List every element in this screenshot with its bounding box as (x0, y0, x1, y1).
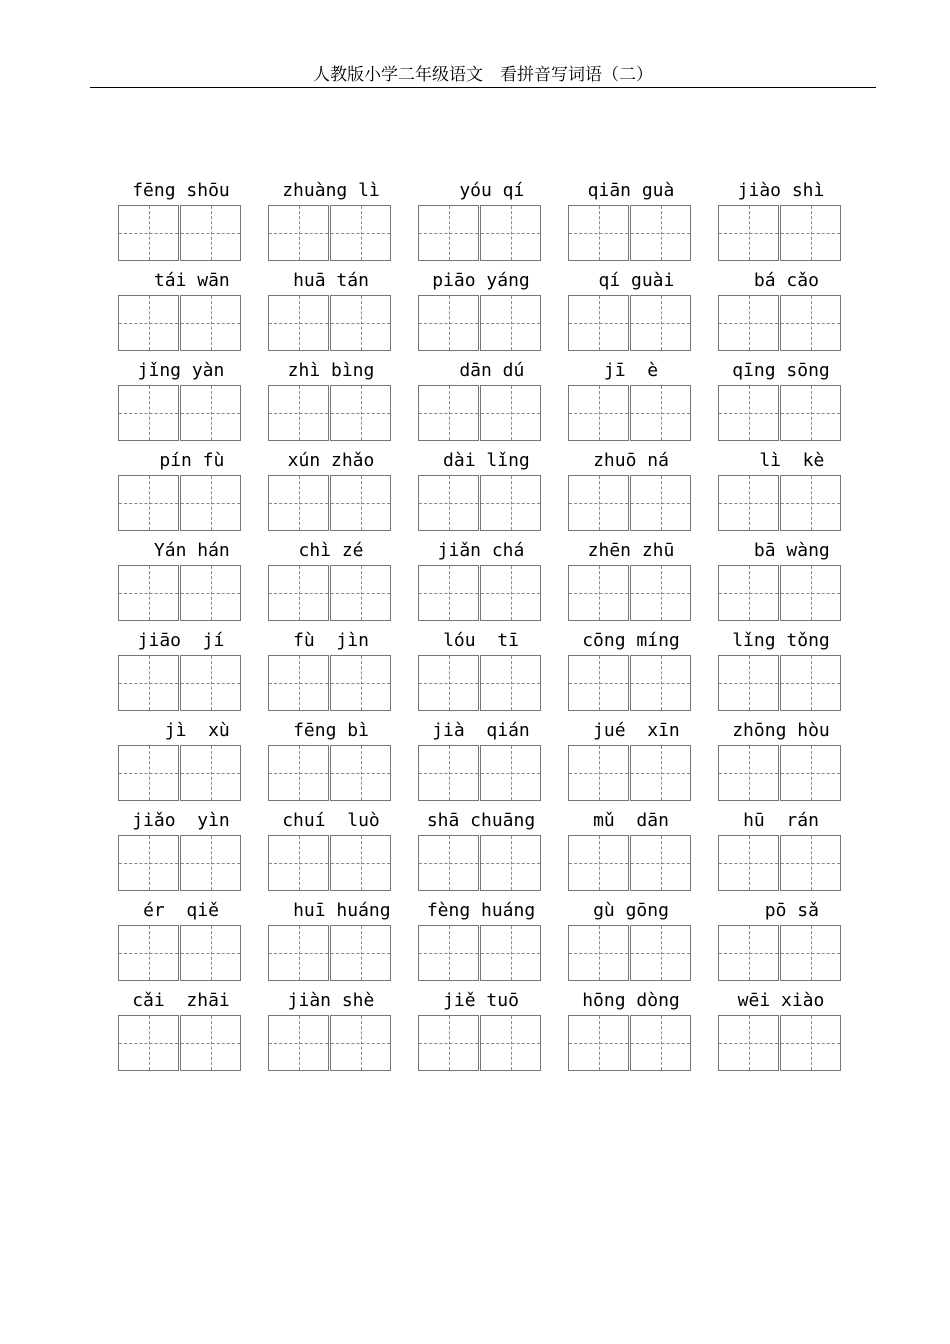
word-cell (118, 809, 244, 899)
tian-zi-box-left[interactable] (568, 655, 629, 711)
page-title: 人教版小学二年级语文 看拼音写词语（二） (313, 65, 653, 85)
pinyin-label: tái wān (132, 270, 230, 291)
word-cell (268, 539, 394, 629)
tian-zi-box-right[interactable] (780, 1015, 841, 1071)
word-cell (418, 899, 544, 989)
tian-zi-box-left[interactable] (118, 385, 179, 441)
tian-zi-box-right[interactable] (330, 925, 391, 981)
pinyin-label: xún zhǎo (287, 450, 375, 471)
tian-zi-box-left[interactable] (418, 565, 479, 621)
word-cell (118, 359, 244, 449)
pinyin-label: jiě tuō (443, 990, 519, 1011)
word-cell (718, 539, 844, 629)
tian-zi-box-right[interactable] (630, 745, 691, 801)
tian-zi-box-left[interactable] (418, 655, 479, 711)
tian-zi-box-left[interactable] (718, 925, 779, 981)
tian-zi-box-right[interactable] (330, 295, 391, 351)
pinyin-label: shā chuāng (426, 810, 536, 831)
tian-zi-box-right[interactable] (180, 295, 241, 351)
word-cell (268, 359, 394, 449)
tian-zi-box-left[interactable] (418, 1015, 479, 1071)
word-cell (268, 269, 394, 359)
word-cell (268, 719, 394, 809)
word-cell (568, 719, 694, 809)
pinyin-label: jī è (603, 360, 659, 381)
word-cell (568, 539, 694, 629)
tian-zi-box-left[interactable] (718, 565, 779, 621)
tian-zi-box-left[interactable] (718, 1015, 779, 1071)
word-cell (418, 179, 544, 269)
word-cell (718, 629, 844, 719)
tian-zi-box-left[interactable] (568, 565, 629, 621)
tian-zi-box-left[interactable] (568, 1015, 629, 1071)
pinyin-label: gù gōng (593, 900, 669, 921)
word-cell (118, 629, 244, 719)
word-cell (118, 179, 244, 269)
word-cell (268, 989, 394, 1079)
word-cell (718, 359, 844, 449)
tian-zi-box-right[interactable] (630, 475, 691, 531)
tian-zi-box-left[interactable] (718, 745, 779, 801)
pinyin-label: Yán hán (132, 540, 230, 561)
word-cell (568, 449, 694, 539)
word-cell (568, 989, 694, 1079)
pinyin-label: jiàn shè (287, 990, 375, 1011)
tian-zi-box-left[interactable] (718, 835, 779, 891)
pinyin-label: jì xù (132, 720, 230, 741)
word-cell (718, 989, 844, 1079)
pinyin-label: jiāo jí (137, 630, 225, 651)
word-cell (718, 269, 844, 359)
word-cell (418, 359, 544, 449)
pinyin-label: dān dú (437, 360, 525, 381)
tian-zi-box-right[interactable] (780, 925, 841, 981)
tian-zi-box-right[interactable] (780, 475, 841, 531)
pinyin-label: fèng huáng (426, 900, 536, 921)
tian-zi-box-left[interactable] (118, 565, 179, 621)
tian-zi-box-right[interactable] (330, 565, 391, 621)
pinyin-label: mǔ dān (593, 810, 669, 831)
tian-zi-box-right[interactable] (330, 745, 391, 801)
tian-zi-box-right[interactable] (180, 745, 241, 801)
tian-zi-box-right[interactable] (630, 205, 691, 261)
tian-zi-box-left[interactable] (418, 385, 479, 441)
word-cell (718, 449, 844, 539)
pinyin-label: wēi xiào (737, 990, 825, 1011)
tian-zi-box-left[interactable] (118, 475, 179, 531)
tian-zi-box-left[interactable] (268, 745, 329, 801)
tian-zi-box-right[interactable] (630, 565, 691, 621)
tian-zi-box-right[interactable] (630, 925, 691, 981)
tian-zi-box-right[interactable] (330, 1015, 391, 1071)
pinyin-label: zhì bìng (287, 360, 375, 381)
pinyin-label: yóu qí (437, 180, 525, 201)
tian-zi-box-right[interactable] (780, 745, 841, 801)
pinyin-label: fēng bì (293, 720, 369, 741)
word-cell (268, 449, 394, 539)
word-cell (418, 539, 544, 629)
word-cell (268, 179, 394, 269)
tian-zi-box-left[interactable] (268, 475, 329, 531)
pinyin-label: jiào shì (737, 180, 825, 201)
word-cell (418, 719, 544, 809)
tian-zi-box-right[interactable] (330, 205, 391, 261)
tian-zi-box-left[interactable] (418, 295, 479, 351)
tian-zi-box-right[interactable] (480, 655, 541, 711)
word-cell (568, 629, 694, 719)
pinyin-label: chì zé (298, 540, 364, 561)
word-cell (268, 809, 394, 899)
tian-zi-box-left[interactable] (718, 205, 779, 261)
tian-zi-box-right[interactable] (180, 925, 241, 981)
word-cell (118, 449, 244, 539)
word-cell (268, 629, 394, 719)
pinyin-label: jǐng yàn (137, 360, 225, 381)
word-cell (268, 899, 394, 989)
pinyin-label: fēng shōu (132, 180, 230, 201)
pinyin-label: zhōng hòu (732, 720, 830, 741)
tian-zi-box-left[interactable] (418, 475, 479, 531)
pinyin-label: lì kè (737, 450, 825, 471)
pinyin-label: hōng dòng (582, 990, 680, 1011)
pinyin-label: huā tán (293, 270, 369, 291)
tian-zi-box-right[interactable] (330, 475, 391, 531)
tian-zi-box-left[interactable] (568, 925, 629, 981)
pinyin-label: chuí luò (282, 810, 380, 831)
tian-zi-box-left[interactable] (718, 475, 779, 531)
tian-zi-box-right[interactable] (480, 745, 541, 801)
pinyin-label: jiǎo yìn (132, 810, 230, 831)
word-cell (118, 989, 244, 1079)
word-cell (568, 269, 694, 359)
tian-zi-box-left[interactable] (268, 205, 329, 261)
pinyin-label: qí guài (587, 270, 675, 291)
tian-zi-box-right[interactable] (480, 925, 541, 981)
tian-zi-box-right[interactable] (330, 655, 391, 711)
tian-zi-box-left[interactable] (118, 295, 179, 351)
word-cell (718, 899, 844, 989)
tian-zi-box-left[interactable] (118, 205, 179, 261)
word-cell (568, 899, 694, 989)
pinyin-label: zhēn zhū (587, 540, 675, 561)
word-cell (118, 719, 244, 809)
word-cell (418, 809, 544, 899)
tian-zi-box-left[interactable] (268, 655, 329, 711)
word-cell (568, 359, 694, 449)
tian-zi-box-right[interactable] (330, 385, 391, 441)
tian-zi-box-left[interactable] (118, 835, 179, 891)
tian-zi-box-right[interactable] (480, 475, 541, 531)
tian-zi-box-right[interactable] (630, 1015, 691, 1071)
tian-zi-box-left[interactable] (718, 295, 779, 351)
tian-zi-box-left[interactable] (568, 295, 629, 351)
tian-zi-box-right[interactable] (480, 565, 541, 621)
tian-zi-box-right[interactable] (480, 205, 541, 261)
pinyin-label: huī huáng (271, 900, 391, 921)
tian-zi-box-left[interactable] (718, 655, 779, 711)
tian-zi-box-right[interactable] (330, 835, 391, 891)
tian-zi-box-right[interactable] (780, 205, 841, 261)
tian-zi-box-left[interactable] (568, 385, 629, 441)
word-cell (418, 449, 544, 539)
tian-zi-box-left[interactable] (568, 205, 629, 261)
tian-zi-box-right[interactable] (780, 655, 841, 711)
tian-zi-box-left[interactable] (118, 1015, 179, 1071)
tian-zi-box-left[interactable] (568, 835, 629, 891)
tian-zi-box-left[interactable] (118, 655, 179, 711)
tian-zi-box-right[interactable] (180, 655, 241, 711)
word-cell (118, 539, 244, 629)
pinyin-label: jiǎn chá (437, 540, 525, 561)
tian-zi-box-right[interactable] (480, 295, 541, 351)
pinyin-label: fù jìn (293, 630, 369, 651)
tian-zi-box-left[interactable] (418, 835, 479, 891)
tian-zi-box-right[interactable] (780, 295, 841, 351)
tian-zi-box-left[interactable] (418, 205, 479, 261)
pinyin-label: cǎi zhāi (132, 990, 230, 1011)
tian-zi-box-right[interactable] (630, 655, 691, 711)
pinyin-label: ér qiě (143, 900, 219, 921)
pinyin-label: jué xīn (582, 720, 680, 741)
pinyin-label: piāo yáng (432, 270, 530, 291)
tian-zi-box-right[interactable] (630, 835, 691, 891)
pinyin-label: pō sǎ (743, 900, 819, 921)
pinyin-label: bá cǎo (743, 270, 819, 291)
tian-zi-box-right[interactable] (180, 1015, 241, 1071)
tian-zi-box-left[interactable] (268, 925, 329, 981)
tian-zi-box-left[interactable] (568, 745, 629, 801)
tian-zi-box-right[interactable] (480, 385, 541, 441)
tian-zi-box-left[interactable] (268, 385, 329, 441)
tian-zi-box-left[interactable] (418, 745, 479, 801)
pinyin-label: dài lǐng (432, 450, 530, 471)
pinyin-label: hū rán (743, 810, 819, 831)
tian-zi-box-left[interactable] (118, 925, 179, 981)
tian-zi-box-right[interactable] (180, 475, 241, 531)
tian-zi-box-right[interactable] (180, 385, 241, 441)
pinyin-label: qiān guà (587, 180, 675, 201)
word-cell (418, 629, 544, 719)
word-cell (718, 719, 844, 809)
pinyin-label: jià qián (432, 720, 530, 741)
tian-zi-box-left[interactable] (418, 925, 479, 981)
word-cell (718, 179, 844, 269)
tian-zi-box-right[interactable] (180, 565, 241, 621)
tian-zi-box-left[interactable] (568, 475, 629, 531)
word-cell (718, 809, 844, 899)
pinyin-label: zhuàng lì (282, 180, 380, 201)
pinyin-label: lǐng tǒng (732, 630, 830, 651)
pinyin-label: zhuō ná (593, 450, 669, 471)
tian-zi-box-left[interactable] (718, 385, 779, 441)
tian-zi-box-right[interactable] (630, 295, 691, 351)
pinyin-label: pín fù (137, 450, 225, 471)
tian-zi-box-right[interactable] (480, 1015, 541, 1071)
tian-zi-box-left[interactable] (118, 745, 179, 801)
tian-zi-box-right[interactable] (180, 835, 241, 891)
pinyin-label: cōng míng (582, 630, 680, 651)
word-cell (118, 269, 244, 359)
tian-zi-box-right[interactable] (180, 205, 241, 261)
tian-zi-box-left[interactable] (268, 565, 329, 621)
tian-zi-box-left[interactable] (268, 835, 329, 891)
tian-zi-box-right[interactable] (630, 385, 691, 441)
pinyin-label: bā wàng (732, 540, 830, 561)
word-cell (568, 179, 694, 269)
word-cell (568, 809, 694, 899)
tian-zi-box-right[interactable] (780, 385, 841, 441)
word-cell (118, 899, 244, 989)
tian-zi-box-left[interactable] (268, 1015, 329, 1071)
tian-zi-box-right[interactable] (780, 835, 841, 891)
tian-zi-box-right[interactable] (480, 835, 541, 891)
word-cell (418, 269, 544, 359)
tian-zi-box-left[interactable] (268, 295, 329, 351)
tian-zi-box-right[interactable] (780, 565, 841, 621)
pinyin-label: qīng sōng (732, 360, 830, 381)
pinyin-label: lóu tī (443, 630, 519, 651)
word-cell (418, 989, 544, 1079)
